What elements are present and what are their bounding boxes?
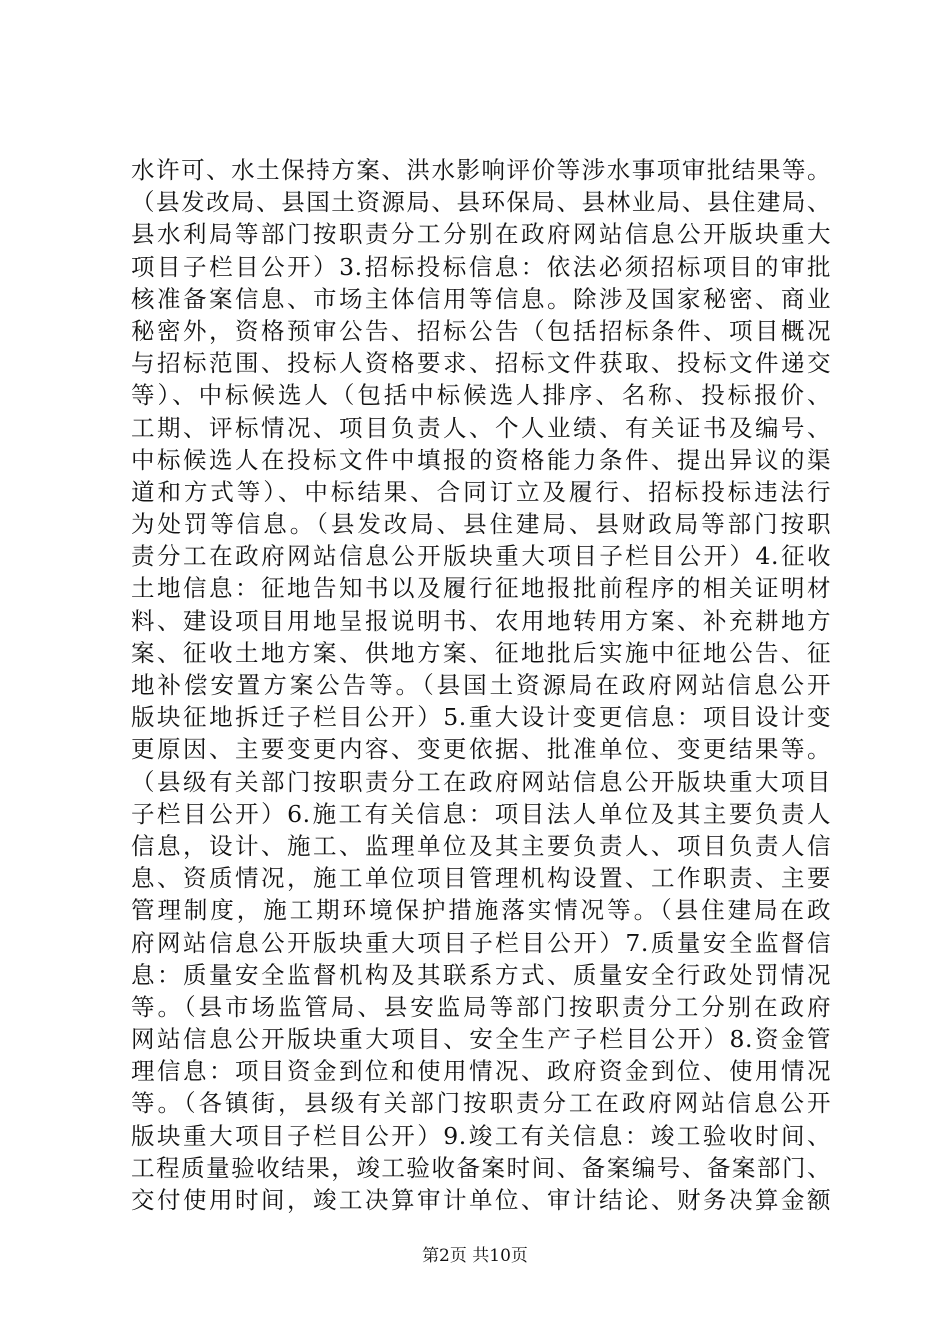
text-line: 版块征地拆迁子栏目公开）5.重大设计变更信息：项目设计变 bbox=[131, 703, 831, 732]
text-line: 项目子栏目公开）3.招标投标信息：依法必须招标项目的审批 bbox=[131, 252, 831, 281]
text-line: （县发改局、县国土资源局、县环保局、县林业局、县住建局、 bbox=[131, 188, 831, 217]
text-line: 息、资质情况，施工单位项目管理机构设置、工作职责、主要 bbox=[131, 864, 831, 893]
text-line: 地补偿安置方案公告等。（县国土资源局在政府网站信息公开 bbox=[131, 671, 831, 699]
text-line: 更原因、主要变更内容、变更依据、批准单位、变更结果等。 bbox=[131, 735, 831, 764]
text-line: 等。（县市场监管局、县安监局等部门按职责分工分别在政府 bbox=[131, 992, 831, 1021]
text-line: 工期、评标情况、项目负责人、个人业绩、有关证书及编号、 bbox=[131, 413, 831, 442]
text-line: 道和方式等）、中标结果、合同订立及履行、招标投标违法行 bbox=[131, 477, 831, 506]
text-line: 息：质量安全监督机构及其联系方式、质量安全行政处罚情况 bbox=[131, 960, 831, 989]
page-number-footer: 第2页 共10页 bbox=[422, 1246, 528, 1266]
text-line: 子栏目公开）6.施工有关信息：项目法人单位及其主要负责人 bbox=[131, 799, 831, 828]
text-line: （县级有关部门按职责分工在政府网站信息公开版块重大项目 bbox=[131, 767, 831, 796]
text-line: 责分工在政府网站信息公开版块重大项目子栏目公开）4.征收 bbox=[131, 542, 831, 571]
text-line: 府网站信息公开版块重大项目子栏目公开）7.质量安全监督信 bbox=[131, 928, 831, 957]
text-line: 中标候选人在投标文件中填报的资格能力条件、提出异议的渠 bbox=[131, 445, 831, 474]
text-line: 信息，设计、施工、监理单位及其主要负责人、项目负责人信 bbox=[131, 831, 831, 860]
text-line: 核准备案信息、市场主体信用等信息。除涉及国家秘密、商业 bbox=[131, 284, 831, 313]
text-line: 交付使用时间，竣工决算审计单位、审计结论、财务决算金额 bbox=[131, 1186, 831, 1214]
text-line: 等）、中标候选人（包括中标候选人排序、名称、投标报价、 bbox=[131, 381, 831, 410]
text-line: 管理制度，施工期环境保护措施落实情况等。（县住建局在政 bbox=[131, 896, 831, 925]
text-line: 版块重大项目子栏目公开）9.竣工有关信息：竣工验收时间、 bbox=[131, 1121, 831, 1150]
text-line: 网站信息公开版块重大项目、安全生产子栏目公开）8.资金管 bbox=[131, 1025, 831, 1054]
text-line: 料、建设项目用地呈报说明书、农用地转用方案、补充耕地方 bbox=[131, 606, 831, 635]
text-line: 与招标范围、投标人资格要求、招标文件获取、投标文件递交 bbox=[131, 349, 831, 378]
text-line: 为处罚等信息。（县发改局、县住建局、县财政局等部门按职 bbox=[131, 510, 831, 539]
text-line: 土地信息：征地告知书以及履行征地报批前程序的相关证明材 bbox=[131, 574, 831, 603]
text-line: 等。（各镇街，县级有关部门按职责分工在政府网站信息公开 bbox=[131, 1089, 831, 1118]
text-line: 县水利局等部门按职责分工分别在政府网站信息公开版块重大 bbox=[131, 220, 831, 249]
text-line: 秘密外，资格预审公告、招标公告（包括招标条件、项目概况 bbox=[131, 316, 831, 345]
body-text bbox=[131, 154, 831, 1216]
text-line: 工程质量验收结果，竣工验收备案时间、备案编号、备案部门、 bbox=[131, 1153, 831, 1182]
text-line: 理信息：项目资金到位和使用情况、政府资金到位、使用情况 bbox=[131, 1057, 831, 1086]
text-line: 案、征收土地方案、供地方案、征地批后实施中征地公告、征 bbox=[131, 638, 831, 667]
text-line: 水许可、水土保持方案、洪水影响评价等涉水事项审批结果等。 bbox=[131, 156, 831, 184]
